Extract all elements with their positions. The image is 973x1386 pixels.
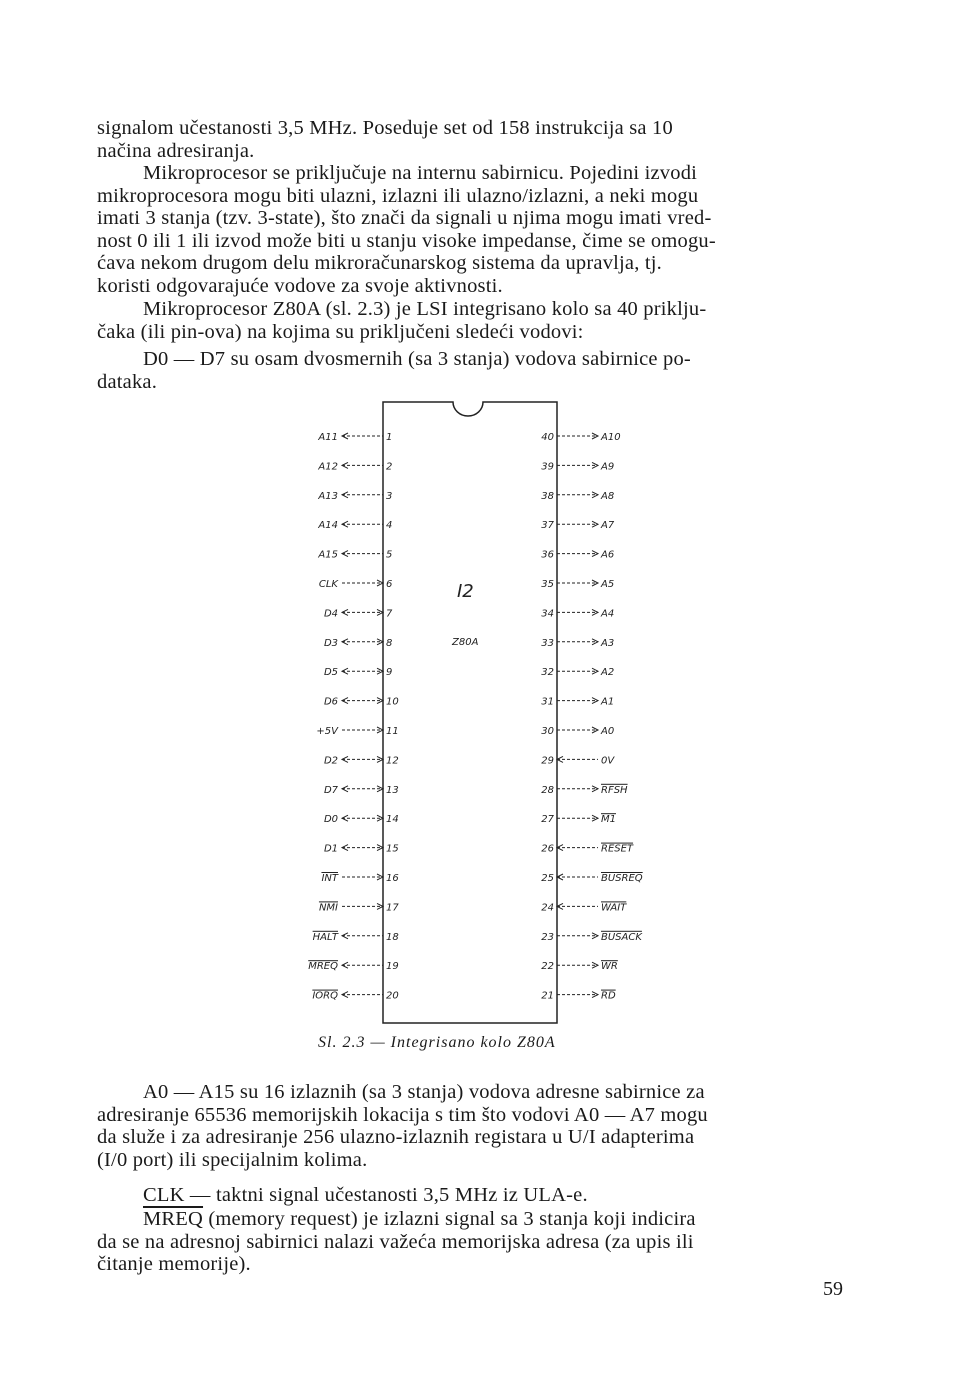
pin-30 <box>541 726 614 737</box>
text-line: mikroprocesora mogu biti ulazni, izlazni ili ulazno/izlazni, a neki mogu <box>97 184 699 207</box>
pin-signal-label: BUSREQ <box>601 873 643 884</box>
pin-number: 37 <box>541 520 554 532</box>
pin-signal-label: A0 <box>601 726 615 737</box>
text-line <box>97 1184 842 1207</box>
pin-number: 2 <box>386 461 393 473</box>
pin-number: 7 <box>386 608 393 620</box>
pin-signal-label: MREQ <box>308 961 338 973</box>
pin-signal-label: D6 <box>323 696 338 708</box>
pin-signal-label: BUSACK <box>601 931 642 943</box>
pin-number: 8 <box>386 637 393 649</box>
pin-number: 13 <box>386 784 399 796</box>
pin-number: 38 <box>541 490 554 502</box>
pin-22 <box>541 961 618 972</box>
pin-signal-label: D1 <box>323 843 338 855</box>
chip-part-number: Z80A <box>452 637 479 648</box>
pin-20 <box>312 991 398 1002</box>
text-line: da se na adresnoj sabirnici nalazi važeća memorijska adresa (za upis ili <box>97 1230 694 1253</box>
pin-signal-label: A7 <box>601 520 615 532</box>
pin-signal-label: RD <box>601 990 616 1002</box>
text-line-content: A0 — A15 su 16 izlaznih (sa 3 stanja) vodova adresne sabirnice za <box>143 1081 705 1103</box>
pin-2 <box>317 461 392 472</box>
pin-number: 14 <box>386 814 399 826</box>
text-line: čaka (ili pin-ova) na kojima su priključeni sledeći vodovi: <box>97 320 584 343</box>
paragraph-clk <box>97 1184 842 1207</box>
pin-11 <box>316 726 398 737</box>
text-line-content: CLK — taktni signal učestanosti 3,5 MHz iz ULA-e. <box>143 1184 588 1206</box>
pin-signal-label: CLK <box>318 579 338 590</box>
pin-signal-label: +5V <box>316 726 338 737</box>
pin-16 <box>321 873 398 884</box>
pin-4 <box>317 520 392 531</box>
pin-number: 11 <box>386 726 399 737</box>
text-line: načina adresiranja. <box>97 139 255 162</box>
pin-number: 3 <box>386 490 393 502</box>
text-line: (I/0 port) ili specijalnim kolima. <box>97 1148 368 1171</box>
pin-signal-label: A11 <box>318 432 338 443</box>
pin-number: 22 <box>541 961 554 973</box>
pin-31 <box>541 697 614 708</box>
pin-34 <box>541 608 614 619</box>
pin-signal-label: A4 <box>601 608 615 620</box>
left-pins <box>308 432 399 1002</box>
pin-number: 26 <box>541 843 554 855</box>
pin-18 <box>313 932 399 943</box>
pin-8 <box>324 638 392 649</box>
pin-number: 10 <box>386 696 399 708</box>
pin-40 <box>541 432 620 443</box>
pin-signal-label: A8 <box>601 490 615 502</box>
pin-number: 35 <box>541 579 554 590</box>
pin-number: 5 <box>386 549 393 561</box>
text-line: koristi odgovarajuće vodove za svoje aktivnosti. <box>97 274 503 297</box>
pin-number: 29 <box>541 755 554 767</box>
pin-37 <box>541 520 615 531</box>
pin-signal-label: WR <box>601 961 618 973</box>
pin-number: 34 <box>541 608 554 620</box>
pin-number: 17 <box>386 902 399 914</box>
pin-number: 15 <box>386 843 399 855</box>
pin-signal-label: A10 <box>601 432 621 443</box>
pin-32 <box>541 667 614 678</box>
text-line-content: Mikroprocesor se priključuje na internu sabirnicu. Pojedini izvodi <box>143 162 698 184</box>
pin-signal-label: A1 <box>601 696 615 708</box>
pin-signal-label: A2 <box>601 667 615 679</box>
pin-signal-label: M1 <box>601 814 616 826</box>
pin-signal-label: A15 <box>318 549 338 561</box>
pin-15 <box>324 844 399 855</box>
pin-number: 36 <box>541 549 554 561</box>
pin-signal-label: D5 <box>323 667 338 679</box>
text-line: adresiranje 65536 memorijskih lokacija s tim što vodovi A0 — A7 mogu <box>97 1103 708 1126</box>
pin-number: 18 <box>386 931 399 943</box>
pin-number: 9 <box>386 667 393 679</box>
pin-number: 25 <box>541 873 554 884</box>
text-line: ćava nekom drugom delu mikroračunarskog sistema da upravlja, tj. <box>97 252 662 275</box>
pin-signal-label: A9 <box>601 461 615 473</box>
paragraph-mreq <box>97 1208 842 1276</box>
mreq-overline-word: MREQ <box>143 1208 204 1230</box>
pin-14 <box>324 814 399 825</box>
pin-signal-label: D7 <box>323 784 338 796</box>
pin-number: 24 <box>541 902 554 914</box>
pin-39 <box>541 461 614 472</box>
pin-number: 19 <box>386 961 399 973</box>
pin-26 <box>541 844 634 855</box>
text-line-content: D0 — D7 su osam dvosmernih (sa 3 stanja) vodova sabirnice po- <box>143 348 691 370</box>
pin-signal-label: HALT <box>312 931 338 943</box>
pin-28 <box>541 785 628 796</box>
pin-5 <box>317 550 392 561</box>
text-line: imati 3 stanja (tzv. 3-state), što znači da signali u njima mogu imati vred- <box>97 207 712 230</box>
pin-29 <box>541 755 615 766</box>
pin-number: 27 <box>541 814 554 826</box>
text-line: signalom učestanosti 3,5 MHz. Poseduje set od 158 instrukcija sa 10 <box>97 117 673 139</box>
text-line-content: (memory request) je izlazni signal sa 3 stanja koji indicira <box>203 1208 696 1230</box>
pin-number: 23 <box>541 931 554 943</box>
pin-19 <box>308 961 399 972</box>
pin-signal-label: D3 <box>323 637 338 649</box>
pin-signal-label: A13 <box>318 490 338 502</box>
pin-3 <box>317 491 392 502</box>
pin-24 <box>541 902 627 913</box>
pin-signal-label: D2 <box>323 755 338 767</box>
page-number: 59 <box>823 1278 843 1300</box>
text-line-content: Mikroprocesor Z80A (sl. 2.3) je LSI integrisano kolo sa 40 priklju- <box>143 298 707 320</box>
chip-designator: I2 <box>457 581 474 602</box>
pin-signal-label: A12 <box>318 461 338 473</box>
pin-17 <box>319 902 399 913</box>
text-line: čitanje memorije). <box>97 1253 251 1276</box>
pin-signal-label: WAIT <box>601 902 627 914</box>
pin-number: 1 <box>386 432 393 443</box>
pin-10 <box>324 697 399 708</box>
figure-caption: Sl. 2.3 — Integrisano kolo Z80A <box>318 1034 556 1051</box>
pin-number: 12 <box>386 755 399 767</box>
pin-35 <box>541 579 614 590</box>
pin-signal-label: IORQ <box>312 990 338 1002</box>
pin-signal-label: RFSH <box>601 784 628 796</box>
pin-number: 4 <box>386 520 393 532</box>
pin-6 <box>319 579 393 590</box>
pin-number: 6 <box>386 579 393 590</box>
pin-signal-label: D4 <box>323 608 338 620</box>
text-line: nost 0 ili 1 ili izvod može biti u stanju visoke impedanse, čime se omogu- <box>97 229 716 252</box>
pin-signal-label: A14 <box>318 520 338 532</box>
pin-number: 40 <box>541 432 554 443</box>
pin-38 <box>541 491 614 502</box>
pin-13 <box>324 785 399 796</box>
pin-signal-label: INT <box>321 873 338 884</box>
pin-number: 21 <box>541 990 554 1002</box>
pin-number: 39 <box>541 461 554 473</box>
pin-9 <box>324 667 392 678</box>
pin-number: 32 <box>541 667 554 679</box>
pin-signal-label: NMI <box>318 902 338 914</box>
pin-signal-label: A5 <box>601 579 615 590</box>
pin-27 <box>541 814 616 825</box>
text-line <box>97 1081 842 1104</box>
pin-number: 20 <box>386 990 399 1002</box>
pin-signal-label: A6 <box>601 549 615 561</box>
chip-outline <box>383 402 557 1023</box>
text-line <box>97 1208 842 1231</box>
pin-33 <box>541 638 614 649</box>
pin-number: 31 <box>541 696 554 708</box>
pin-21 <box>541 991 616 1002</box>
pin-12 <box>324 755 399 766</box>
text-line: dataka. <box>97 370 158 393</box>
pin-signal-label: 0V <box>601 755 615 767</box>
paragraph-address-bus <box>97 1081 842 1171</box>
chip-body <box>383 402 557 1023</box>
pin-number: 16 <box>386 873 399 884</box>
text-line: da služe i za adresiranje 256 ulazno-izlaznih registara u U/I adapterima <box>97 1126 695 1149</box>
pin-36 <box>541 550 614 561</box>
pin-number: 28 <box>541 784 554 796</box>
pin-number: 30 <box>541 726 554 737</box>
pin-signal-label: D0 <box>323 814 338 826</box>
pin-number: 33 <box>541 637 554 649</box>
pin-signal-label: RESET <box>601 843 634 855</box>
pin-1 <box>317 432 392 443</box>
pin-signal-label: A3 <box>601 637 615 649</box>
